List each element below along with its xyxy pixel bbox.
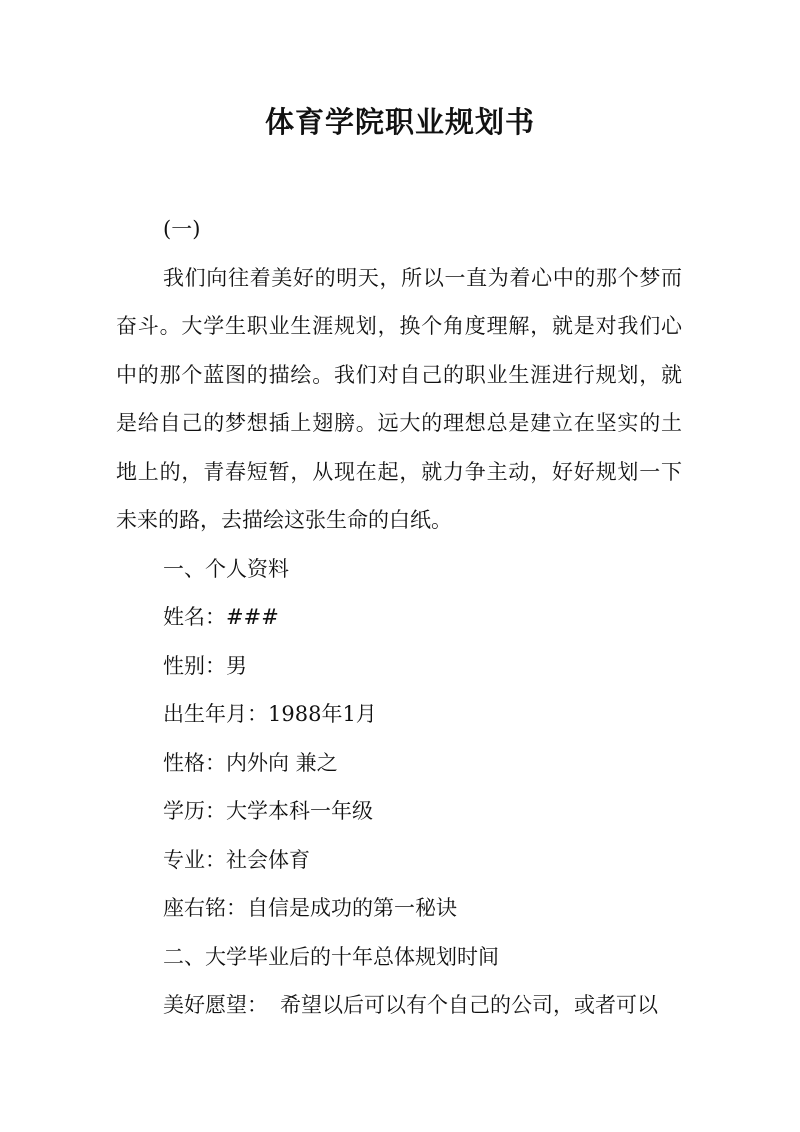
- profile-education: 学历：大学本科一年级: [163, 799, 373, 823]
- section-heading-personal-info: 一、个人资料: [163, 556, 289, 581]
- document-body: [116, 205, 682, 1030]
- profile-birth: 出生年月：1988年1月: [163, 702, 377, 726]
- section-heading-ten-year-plan: 二、大学毕业后的十年总体规划时间: [163, 944, 499, 969]
- wish-text: 希望以后可以有个自己的公司，或者可以: [280, 993, 658, 1017]
- profile-personality: 性格：内外向 兼之: [163, 750, 338, 775]
- intro-paragraph: 我们向往着美好的明天，所以一直为着心中的那个梦而奋斗。大学生职业生涯规划，换个角度理解，就是对我们心中的那个蓝图的描绘。我们对自己的职业生涯进行规划，就是给自己的梦想插上翅膀。远大的理想总是建立在坚实的土地上的，青春短暂，从现在起，就力争主动，好好规划一下未来的路，去描绘这张生命的白纸。: [116, 265, 682, 532]
- wish-label: 美好愿望：: [163, 993, 268, 1017]
- wish-line: [116, 981, 682, 1030]
- section-marker: (一): [163, 217, 201, 241]
- profile-name: 姓名：###: [163, 605, 279, 629]
- profile-motto: 座右铭：自信是成功的第一秘诀: [163, 896, 457, 920]
- profile-gender: 性别：男: [163, 653, 247, 678]
- document-title: 体育学院职业规划书: [264, 105, 535, 139]
- profile-major: 专业：社会体育: [163, 847, 310, 872]
